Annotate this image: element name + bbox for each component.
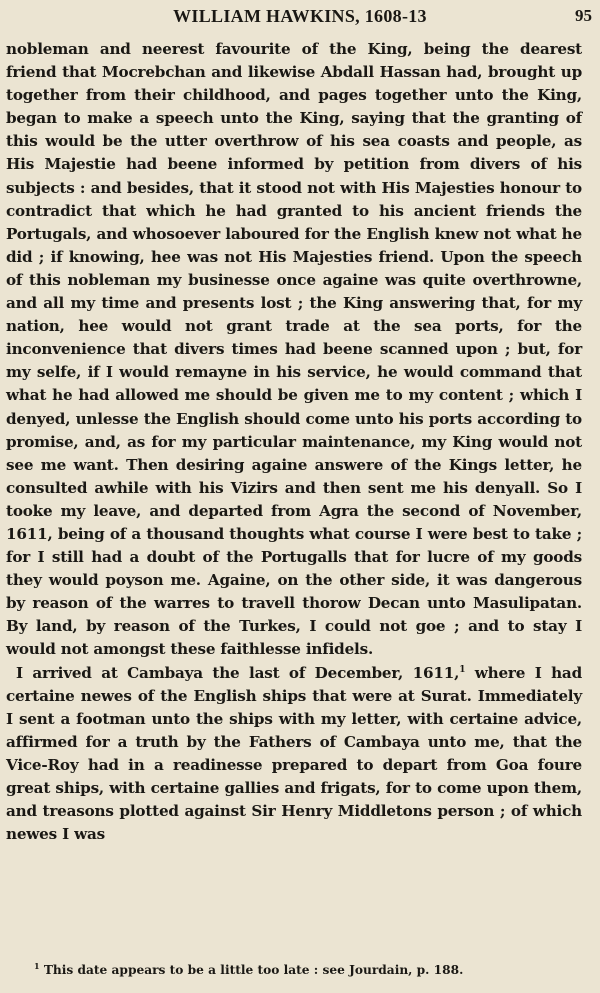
footnote-text: This date appears to be a little too late : see Jourdain, p. 188. bbox=[39, 963, 464, 978]
paragraph-2-text-start: I arrived at Cambaya the last of December, 1611, bbox=[16, 663, 460, 682]
running-head bbox=[0, 6, 600, 26]
body-text bbox=[6, 38, 582, 846]
footnote bbox=[34, 958, 574, 978]
running-title: WILLIAM HAWKINS, 1608-13 bbox=[173, 6, 427, 26]
page-number: 95 bbox=[575, 6, 592, 25]
footnote-reference: 1 bbox=[459, 664, 466, 675]
paragraph-2 bbox=[6, 662, 582, 847]
footnote-marker: 1 bbox=[34, 961, 40, 971]
paragraph-2-text-end: where I had certaine newes of the English ships that were at Surat. Immediately I sent a footman unto the ships with my letter, with certaine advice, affirmed for a truth by the Fathers of Cambaya unto me, that the Vice-Roy had in a readinesse prepared to depart from Goa foure great ships, with certaine gallies and frigats, for to come upon them, and treasons plotted against Sir Henry Middletons person ; of which newes I was bbox=[6, 663, 582, 844]
paragraph-1: nobleman and neerest favourite of the King, being the dearest friend that Mocrebchan and likewise Abdall Hassan had, brought up together from their childhood, and pages together unto the King, began to make a speech unto the King, saying that the granting of this would be the utter overthrow of his sea coasts and people, as His Majestie had beene informed by petition from divers of his subjects : and besides, that it stood not with His Majesties honour to contradict that which he had granted to his ancient friends the Portugals, and whosoever laboured for the English knew not what he did ; if knowing, hee was not His Majesties friend. Upon the speech of this nobleman my businesse once againe was quite overthrowne, and all my time and presents lost ; the King answering that, for my nation, hee would not grant trade at the sea ports, for the inconvenience that divers times had beene scanned upon ; but, for my selfe, if I would remayne in his service, he would command that what he had allowed me should be given me to my content ; which I denyed, unlesse the English should come unto his ports according to promise, and, as for my particular maintenance, my King would not see me want. Then desiring againe answere of the Kings letter, he consulted awhile with his Vizirs and then sent me his denyall. So I tooke my leave, and departed from Agra the second of November, 1611, being of a thousand thoughts what course I were best to take ; for I still had a doubt of the Portugalls that for lucre of my goods they would poyson me. Againe, on the other side, it was dangerous by reason of the warres to travell thorow Decan unto Masulipatan. By land, by reason of the Turkes, I could not goe ; and to stay I would not amongst these faithlesse infidels. bbox=[6, 40, 582, 659]
